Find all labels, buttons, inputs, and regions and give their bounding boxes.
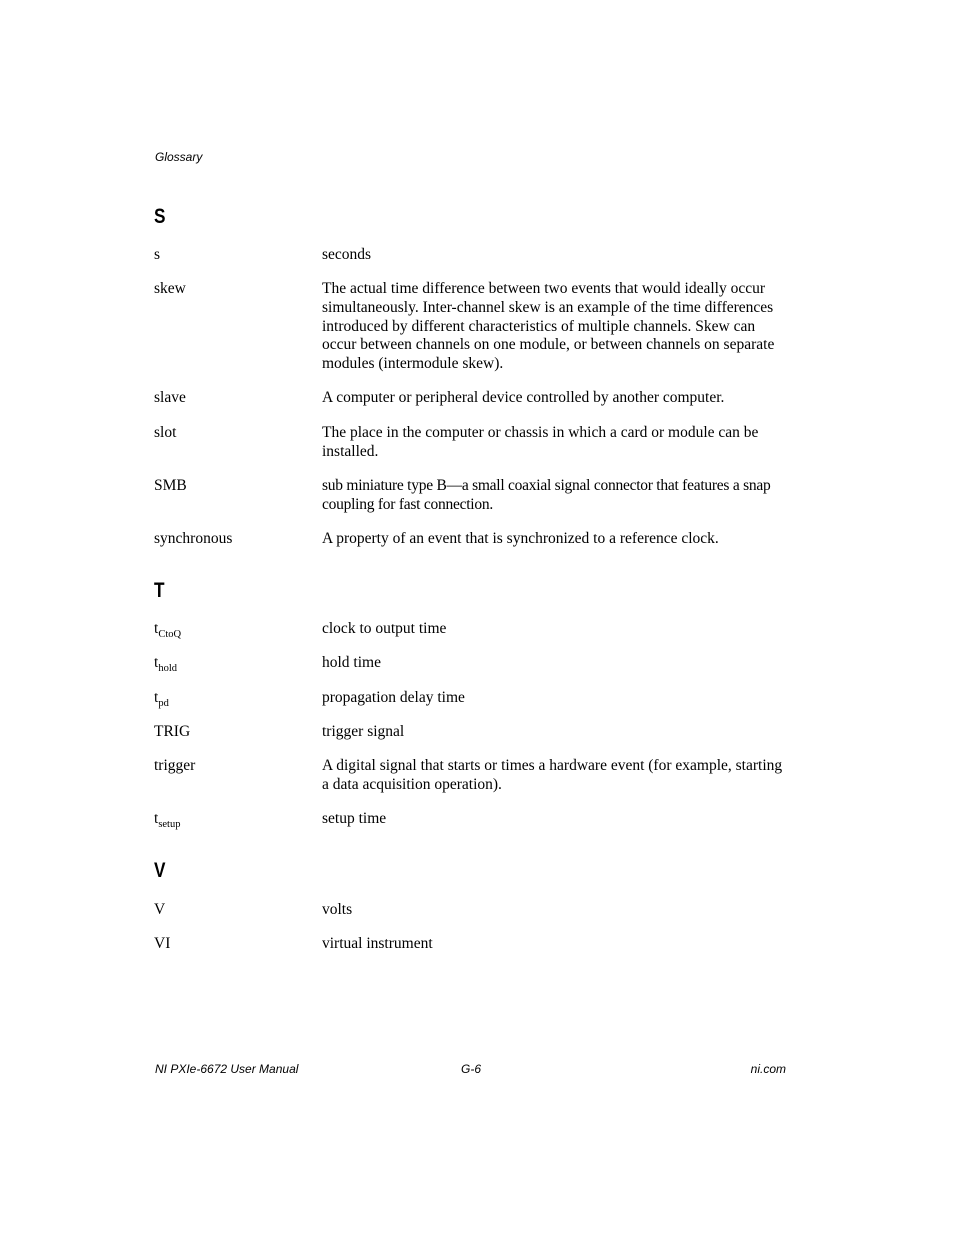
glossary-term: s xyxy=(154,246,161,263)
footer-manual-title: NI PXIe-6672 User Manual xyxy=(155,1062,299,1076)
term-base: t xyxy=(154,620,159,637)
term-subscript: pd xyxy=(158,698,169,709)
term-base: t xyxy=(154,810,159,827)
glossary-term: skew xyxy=(154,280,186,297)
term-base: t xyxy=(154,654,159,671)
glossary-term: slave xyxy=(154,389,186,406)
glossary-definition: trigger signal xyxy=(322,723,405,740)
glossary-term xyxy=(154,689,169,708)
glossary-term: V xyxy=(154,901,166,918)
page-header-label: Glossary xyxy=(155,150,203,164)
footer-website: ni.com xyxy=(750,1062,786,1076)
term-subscript: setup xyxy=(158,819,181,830)
glossary-definition: hold time xyxy=(322,654,381,671)
glossary-definition: seconds xyxy=(322,246,372,263)
glossary-definition: A computer or peripheral device controlled by another computer. xyxy=(322,389,725,406)
glossary-term: slot xyxy=(154,424,177,441)
glossary-definition: The place in the computer or chassis in which a card or module can be installed. xyxy=(322,424,759,460)
glossary-definition: setup time xyxy=(322,810,387,827)
glossary-term: trigger xyxy=(154,757,196,774)
footer-page-number: G-6 xyxy=(461,1062,482,1076)
glossary-term: TRIG xyxy=(154,723,191,740)
glossary-definition: propagation delay time xyxy=(322,689,465,706)
glossary-definition: sub miniature type B—a small coaxial signal connector that features a snap coupling for fast connection. xyxy=(322,477,771,513)
section-heading-v: V xyxy=(154,859,166,882)
glossary-term: SMB xyxy=(154,477,187,494)
section-heading-s: S xyxy=(154,205,166,228)
glossary-definition: virtual instrument xyxy=(322,935,433,952)
term-base: t xyxy=(154,689,159,706)
glossary-definition: clock to output time xyxy=(322,620,447,637)
term-subscript: hold xyxy=(158,663,177,674)
glossary-term: VI xyxy=(154,935,171,952)
glossary-definition: The actual time difference between two events that would ideally occur simultaneously. Inter-channel skew is an example of the time differences introduced by different characteristics of multiple channels. Skew can occur between channels on one module, or between channels on separate modules (intermodule skew). xyxy=(322,280,775,373)
glossary-definition: volts xyxy=(322,901,353,918)
glossary-term xyxy=(154,654,177,673)
glossary-term xyxy=(154,620,181,639)
glossary-definition: A digital signal that starts or times a hardware event (for example, starting a data acquisition operation). xyxy=(322,757,783,793)
glossary-definition: A property of an event that is synchronized to a reference clock. xyxy=(322,530,719,547)
glossary-term: synchronous xyxy=(154,530,233,547)
glossary-term xyxy=(154,810,180,829)
section-heading-t: T xyxy=(154,579,165,602)
term-subscript: CtoQ xyxy=(158,629,182,640)
